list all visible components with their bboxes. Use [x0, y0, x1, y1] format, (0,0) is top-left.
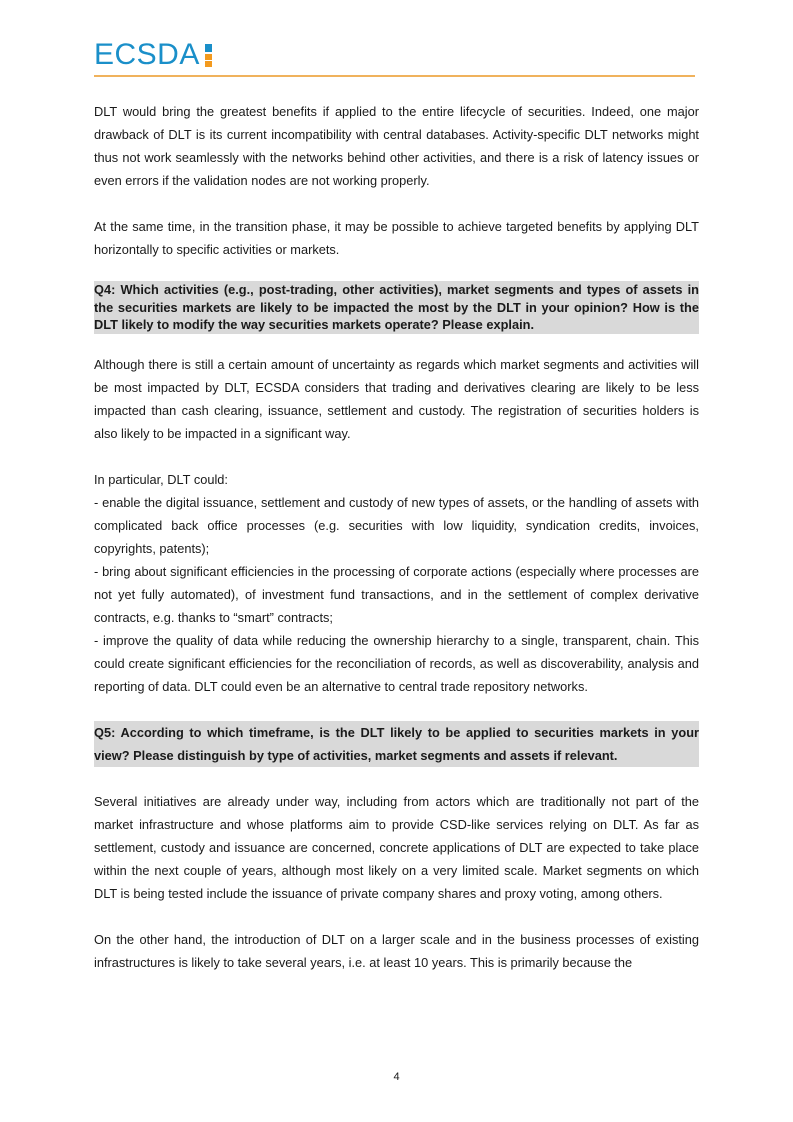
bullet-item: - improve the quality of data while reducing the ownership hierarchy to a single, transparent, chain. This could create significant efficiencies for the reconciliation of records, as well as discoverability, analysis and reporting of data. DLT could even be an alternative to central trade repository networks.: [94, 632, 699, 694]
question-q5: Q5: According to which timeframe, is the DLT likely to be applied to securities markets in your view? Please distinguish by type of activities, market segments and assets if relevant.: [94, 721, 699, 767]
paragraph-larger-scale: On the other hand, the introduction of DLT on a larger scale and in the business processes of existing infrastructures is likely to take several years, i.e. at least 10 years. This is primarily because the: [94, 931, 699, 970]
paragraph-dlt-benefits: DLT would bring the greatest benefits if applied to the entire lifecycle of securities. Indeed, one major drawback of DLT is its current incompatibility with central databases. Activity-specific DLT networks might thus not work seamlessly with the networks behind other activities, and there is a risk of latency issues or even errors if the validation nodes are not working properly.: [94, 104, 699, 188]
ecsda-logo: [94, 38, 218, 72]
paragraph-transition-phase: At the same time, in the transition phase, it may be possible to achieve targeted benefits by applying DLT horizontally to specific activities or markets.: [94, 219, 699, 257]
question-q4: Q4: Which activities (e.g., post-trading, other activities), market segments and types of assets in the securities markets are likely to be impacted the most by the DLT in your opinion? How is the DLT likely to modify the way securities markets operate? Please explain.: [94, 282, 699, 332]
logo-text: ECSDA: [94, 38, 200, 71]
paragraph-in-particular: In particular, DLT could:: [94, 471, 228, 487]
page-body: [94, 100, 699, 974]
logo-squares-icon: [202, 44, 218, 70]
bullet-item: - enable the digital issuance, settlement and custody of new types of assets, or the handling of assets with complicated back office processes (e.g. securities with low liquidity, syndication credits, invoices, copyrights, patents);: [94, 494, 699, 556]
paragraph-uncertainty: Although there is still a certain amount of uncertainty as regards which market segments and activities will be most impacted by DLT, ECSDA considers that trading and derivatives clearing are likely to be less impacted than cash clearing, issuance, settlement and custody. The registration of securities holders is also likely to be impacted in a significant way.: [94, 356, 699, 441]
paragraph-initiatives: Several initiatives are already under way, including from actors which are traditionally not part of the market infrastructure and whose platforms aim to provide CSD-like services relying on DLT. As far as settlement, custody and issuance are concerned, concrete applications of DLT are expected to take place within the next couple of years, although most likely on a very limited scale. Market segments on which DLT is being tested include the issuance of private company shares and proxy voting, among others.: [94, 793, 699, 901]
header-divider: [94, 75, 695, 77]
page-header: [94, 38, 695, 80]
page-number: 4: [393, 1071, 400, 1083]
bullet-item: - bring about significant efficiencies in the processing of corporate actions (especially where processes are not yet fully automated), of investment fund transactions, and in the settlement of complex derivative contracts, e.g. thanks to “smart” contracts;: [94, 563, 699, 625]
